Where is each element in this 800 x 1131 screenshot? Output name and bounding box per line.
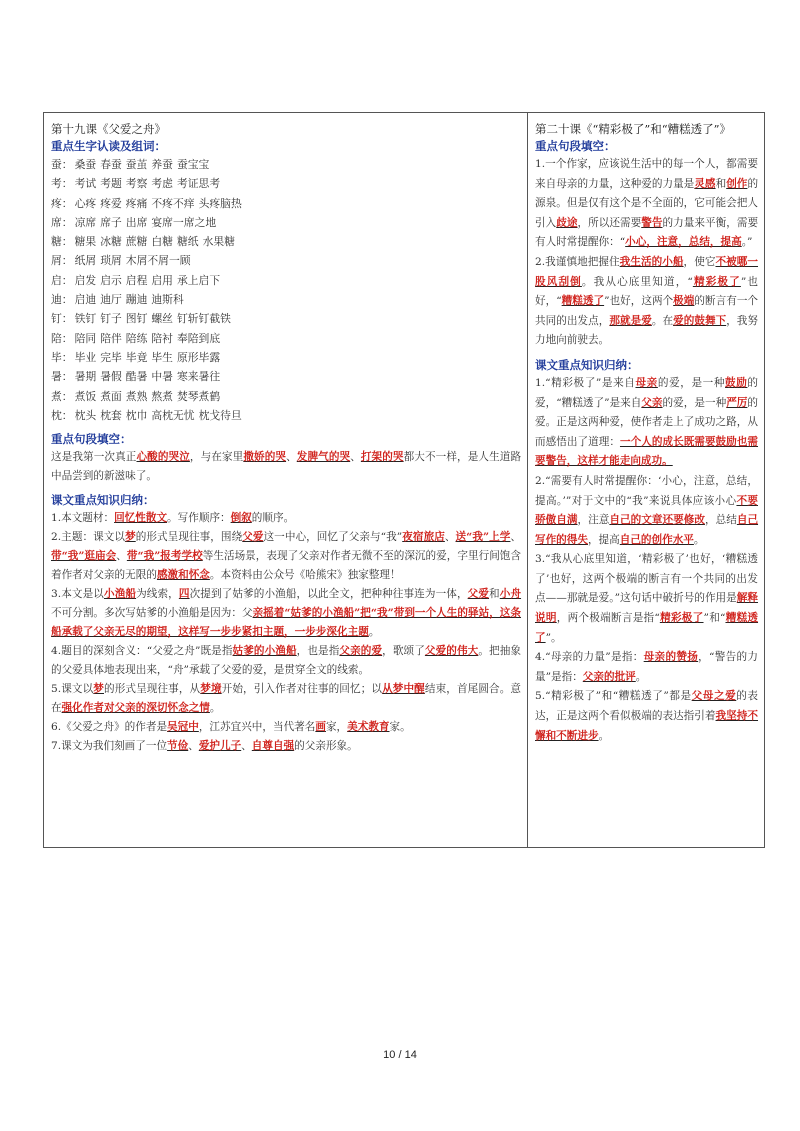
word: 琐屑 [100,254,122,268]
text-run: 的父亲形象。 [294,740,358,753]
keyword-answer: 父亲的批评 [582,670,636,683]
text-run: 的力量来平衡，需要有人时常提醒你：“ [535,216,759,249]
word: 疼爱 [100,196,122,210]
keyword-answer: 自己的文章还要修改 [609,514,705,527]
text-run: ，提高 [587,533,620,546]
text-run: 家， [325,721,348,734]
summary-item [535,472,758,550]
keyword-answer: 我坚持不懈和不断进步 [535,710,759,742]
word: 启发 [74,273,97,287]
text-run: 1.本文题材： [51,512,115,525]
word: 席子 [100,215,122,229]
word-group [75,390,225,403]
word-row [51,348,521,367]
word: 焚琴煮鹤 [176,389,221,403]
text-run: 1.一个作家，应该说生活中的每一个人，都需要来自母亲的力量，这种爱的力量是 [535,158,758,190]
word: 暑期 [74,370,97,384]
word-list [51,155,521,425]
summary-item [51,585,521,642]
word: 毕业 [74,350,97,364]
keyword-answer: 送“我”上学 [455,531,511,544]
word: 春蚕 [100,158,122,171]
word: 宴席一席之地 [151,215,217,229]
text-run: 7.课文为我们刻画了一位 [51,740,168,753]
word-char: 疼： [51,196,73,210]
keyword-answer: 父亲 [641,396,663,409]
word-row [51,387,521,406]
keyword-answer: 倒叙 [230,512,252,525]
text-run: 。 [368,626,380,639]
keyword-answer: 自尊自强 [251,740,295,753]
text-run: 的爱，是一种 [657,376,726,389]
text-run: 等生活场景，表现了父亲对作者无微不至的深沉的爱，字里行间饱含着作者对父亲的无限的 [51,550,522,582]
keyword-answer: 鼓励 [725,376,748,389]
word-char: 糖： [51,235,73,249]
word: 枕巾 [125,408,148,422]
text-run: ，与在家里 [189,451,244,464]
keyword-answer: 父亲的爱 [339,645,383,658]
fill-heading: 重点句段填空： [535,139,616,153]
text-run: 。在 [651,314,674,327]
word-row [51,309,521,328]
summary-item [535,374,758,472]
keyword-answer: 从梦中醒 [382,683,425,696]
word: 白糖 [151,235,173,249]
keyword-answer: 精彩极了 [659,612,704,625]
word-char: 暑： [51,370,73,384]
summary-item [51,509,521,528]
word: 酷暑 [125,370,148,384]
word: 迪厅 [100,293,122,307]
word-group [75,293,188,306]
keyword-answer: 夜宿旅店 [402,531,445,544]
text-run: 2.主题：课文以 [51,531,126,544]
summary-item [51,528,521,585]
word: 煮饭 [74,389,97,403]
text-run: ，注意 [577,514,610,527]
word-group [75,332,225,345]
word-char: 迪： [51,293,73,307]
word: 考题 [100,177,122,191]
word: 陪衬 [151,331,173,345]
keyword-answer: 精彩极了 [692,275,741,288]
word: 原形毕露 [176,350,221,364]
text-run: 1.“精彩极了”是来自 [535,376,636,389]
text-run: 都大不一样，是人生道路中品尝到的新滋味了。 [51,451,522,483]
word-char: 蚕： [51,158,73,171]
word: 蔗糖 [125,235,148,249]
keyword-answer: 一个人的成长既需要鼓励也需要警告，这样才能走向成功。 [535,435,759,468]
keyword-answer: 梦 [93,683,104,696]
keyword-answer: 不要骄傲自满 [535,494,758,527]
word: 疼痛 [125,196,148,210]
keyword-answer: 节俭 [167,740,189,753]
text-run: ，使它 [683,255,716,268]
word: 心疼 [74,196,97,210]
keyword-answer: 感激和怀念 [156,569,210,582]
keyword-answer: 母亲的赞扬 [643,651,699,664]
word-row [51,155,521,174]
keyword-answer: 回忆性散文 [114,512,168,525]
keyword-answer: 糟糕透了 [535,612,759,644]
word: 熬煮 [151,389,173,403]
text-run: ，所以还需要 [577,216,642,229]
word-char: 考： [51,177,73,191]
text-run: 3.“我从心底里知道，‘精彩极了’也好，‘糟糕透了’也好，这两个极端的断言有一个共同的出发点——那就是爱。”这句话中破折号的作用是 [535,553,758,605]
word: 高枕无忧 [151,408,195,422]
keyword-answer: 爱的鼓舞下 [673,314,727,327]
text-run: 这是我第一次真正 [51,451,137,464]
word-group [75,158,214,171]
text-run: 的断言有一个共同的出发点， [535,295,759,327]
text-run: 的顺序。 [251,512,295,525]
word: 煮熟 [125,389,148,403]
keyword-answer: 糟糕透了 [561,295,605,308]
word-group [75,177,225,190]
word: 考虑 [151,177,173,191]
text-run: 2.“需要有人时常提醒你：‘小心，注意，总结，提高。’”对于文中的“我”来说具体应该小心 [535,474,758,507]
fill-list [535,155,758,351]
text-run: 。写作顺序： [167,512,231,525]
word: 暑假 [100,370,122,384]
keyword-answer: 带“我”逛庙会 [51,550,117,563]
text-run: ，也是指 [296,645,340,658]
text-run: 、 [510,531,522,544]
word: 启示 [100,273,122,287]
word: 蚕宝宝 [176,158,210,171]
word: 钉子 [100,312,122,326]
keyword-answer: 小渔船 [104,588,137,601]
word: 寒来暑往 [176,370,221,384]
summary-heading: 课文重点知识归纳： [51,493,155,508]
text-run: 开始，引入作者对往事的回忆；以 [221,683,383,696]
text-run: ，“警告的力量”是指： [535,651,758,683]
keyword-answer: 美术教育 [347,721,390,734]
word-char: 煮： [51,389,73,403]
word-group [75,235,239,248]
summary-item [535,550,758,648]
lesson-title: 第十九课《父爱之舟》 [51,122,166,136]
text-run: 、 [241,740,252,753]
text-run: 、 [286,451,297,464]
word: 毕竟 [125,350,148,364]
word: 启用 [151,273,173,287]
word-row [51,329,521,348]
lesson-20-column [528,113,764,847]
word: 陪伴 [100,331,122,345]
text-run: 4.题目的深刻含义：“父爱之舟”既是指 [51,645,233,658]
text-run: 。 [635,670,647,683]
summary-item [535,687,758,746]
keyword-answer: 极端 [673,295,695,308]
word: 养蚕 [151,158,173,171]
text-run: 、 [116,550,127,563]
word: 木屑不屑一顾 [125,254,191,268]
word: 煮面 [100,389,122,403]
word: 奉陪到底 [176,331,221,345]
summary-item [51,737,521,756]
word: 枕头 [74,408,97,422]
text-run: 、 [444,531,456,544]
words-heading: 重点生字认读及组词： [51,139,166,153]
word: 迪斯科 [151,293,184,307]
summary-heading: 课文重点知识归纳： [535,357,639,372]
fill-paragraph [51,448,521,486]
word: 出席 [125,215,148,229]
word: 铁钉 [74,312,97,326]
text-run: 的爱，是一种 [662,396,727,409]
word: 凉席 [74,215,97,229]
keyword-answer: 自己的创作水平 [619,533,694,546]
word-row [51,406,521,425]
keyword-answer: 带“我”报考学校 [126,550,203,563]
text-run: 和 [489,588,500,601]
keyword-answer: 梦境 [200,683,222,696]
text-run: ，总结 [704,514,737,527]
word-group [75,351,225,364]
keyword-answer: 父母之爱 [691,690,737,703]
fill-heading: 重点句段填空： [51,432,132,447]
keyword-answer: 小心，注意，总结，提高 [625,236,742,249]
text-run: 的形式呈现往事，围绕 [135,531,243,544]
word-char: 毕： [51,350,73,364]
word-group [75,197,246,210]
word: 螺丝 [151,312,173,326]
keyword-answer: 吴冠中 [167,721,199,734]
text-run: ，歌颂了 [382,645,425,658]
word-char: 席： [51,215,73,229]
word: 启迪 [74,293,97,307]
word: 蚕茧 [125,158,148,171]
text-run: 。把抽象的父爱具体地表现出来，“舟”承载了父爱的爱，是贯穿全文的线索。 [51,645,521,677]
text-run: 不可分割。多次写姑爹的小渔船是因为：父 [51,607,253,620]
keyword-answer: 灵感 [694,177,716,190]
keyword-answer: 歧途 [556,216,578,229]
word: 完毕 [100,350,122,364]
keyword-answer: 警告 [641,216,663,229]
word: 中暑 [151,370,173,384]
summary-item [51,718,521,737]
keyword-answer: 我生活的小船 [619,255,684,268]
text-run: ”也好，“ [535,275,759,308]
word-row [51,290,521,309]
keyword-answer: 母亲 [635,376,658,389]
text-run: 3.本文是以 [51,588,104,601]
word: 桑蚕 [74,158,97,171]
word: 蹦迪 [125,293,148,307]
word-char: 陪： [51,331,73,345]
text-run: 。我从心底里知道，“ [581,275,693,288]
word: 陪同 [74,331,97,345]
word: 不疼不痒 [151,196,195,210]
word-group [75,216,221,229]
keyword-answer: 小舟 [499,588,522,601]
keyword-answer: 不被哪一股风刮倒 [535,255,759,288]
keyword-answer: 父爱 [467,588,490,601]
word-group [75,370,225,383]
text-run: 的爱。正是这两种爱，使作者走上了成功之路，从而感悟出了道理： [535,396,759,448]
word: 毕生 [151,350,173,364]
text-run: 。 [693,533,705,546]
content-table [43,112,765,848]
lesson-19-column [44,113,528,847]
word: 枕戈待旦 [198,408,242,422]
text-run: ，江苏宜兴中，当代著名 [198,721,316,734]
keyword-answer: 梦 [125,531,136,544]
text-run: 、 [188,740,199,753]
text-run: ”和“ [703,612,726,625]
keyword-answer: 解释说明 [535,592,759,625]
text-run: 4.“母亲的力量”是指： [535,651,644,664]
word: 糖纸 [176,235,199,249]
word: 纸屑 [74,254,97,268]
keyword-answer: 撒娇的哭 [243,451,287,464]
word-char: 钉： [51,312,73,326]
word-char: 启： [51,273,73,287]
text-run: ，两个极端断言是指“ [556,612,660,625]
summary-list [535,374,758,746]
text-run: ”也好，这两个 [604,295,674,308]
fill-item [535,155,758,253]
text-run: 为线索， [136,588,179,601]
keyword-answer: 爱护儿子 [198,740,242,753]
text-run: 的源泉。但是仅有这个是不全面的，它可能会把人引入 [535,177,759,229]
text-run: ，我努力地向前驶去。 [535,314,759,347]
word: 考试 [74,177,97,191]
fill-item [535,253,758,351]
keyword-answer: 父爱的伟大 [424,645,479,658]
word: 钉斩钉截铁 [176,312,231,326]
text-run: 6.《父爱之舟》的作者是 [51,721,168,734]
word: 陪练 [125,331,148,345]
word-row [51,251,521,270]
word-group [75,409,246,422]
keyword-answer: 严厉 [726,396,748,409]
word-group [75,274,225,287]
keyword-answer: 发脾气的哭 [296,451,351,464]
text-run: 2.我谨慎地把握住 [535,255,620,268]
keyword-answer: 心酸的哭泣 [136,451,190,464]
text-run: 这一中心，回忆了父亲与“我” [263,531,403,544]
word: 启程 [125,273,148,287]
word-row [51,367,521,386]
text-run: 。本资料由公众号《哈熊宋》独家整理！ [209,569,401,582]
keyword-answer: 父爱 [242,531,264,544]
word: 水果糖 [202,235,235,249]
word-group [75,254,195,267]
word-char: 屑： [51,254,73,268]
text-run: 的表达，正是这两个看似极端的表达指引着 [535,690,759,723]
summary-item [51,680,521,718]
summary-list [51,509,521,756]
word-group [75,312,235,325]
word: 考证思考 [176,177,221,191]
keyword-answer: 四 [178,588,190,601]
word-row [51,194,521,213]
text-run: 次提到了姑爹的小渔船，以此全文，把种种往事连为一体， [189,588,468,601]
keyword-answer: 创作 [726,177,748,190]
word-row [51,174,521,193]
keyword-answer: 亲摇着“姑爹的小渔船”把“我”带到一个人生的驿站，这条船承载了父亲无尽的期望，这样写一步步紧扣主题，一步步深化主题 [51,607,522,639]
text-run: 和 [715,177,727,190]
page-number: 10 / 14 [383,1049,417,1061]
word-row [51,213,521,232]
word: 糖果 [74,235,97,249]
text-run: ”。 [545,631,562,644]
keyword-answer: 那就是爱 [609,314,652,327]
word: 图钉 [125,312,148,326]
word: 枕套 [100,408,122,422]
word: 考察 [125,177,148,191]
keyword-answer: 自己写作的得失 [535,514,759,546]
word-row [51,232,521,251]
word-row [51,271,521,290]
text-run: 的爱，“糟糕透了”是来自 [535,376,759,409]
summary-item [51,642,521,680]
word: 头疼脑热 [198,196,242,210]
text-run: 。 [209,702,221,715]
word-char: 枕： [51,408,73,422]
keyword-answer: 画 [315,721,326,734]
text-run: 5.“精彩极了”和“糟糕透了”都是 [535,690,692,703]
lesson-title: 第二十课《“精彩极了”和“糟糕透了”》 [535,122,732,136]
text-run: 。” [741,236,753,249]
word: 冰糖 [100,235,122,249]
text-run: 的形式呈现往事，从 [104,683,201,696]
text-run: 。 [598,729,610,742]
keyword-answer: 强化作者对父亲的深切怀念之情 [61,702,210,715]
text-run: 5.课文以 [51,683,94,696]
text-run: 家。 [389,721,411,734]
summary-item [535,648,758,687]
keyword-answer: 姑爹的小渔船 [232,645,297,658]
keyword-answer: 打架的哭 [360,451,404,464]
text-run: 、 [350,451,361,464]
text-run: 结束，首尾圆合。意在 [51,683,522,715]
word: 承上启下 [176,273,221,287]
